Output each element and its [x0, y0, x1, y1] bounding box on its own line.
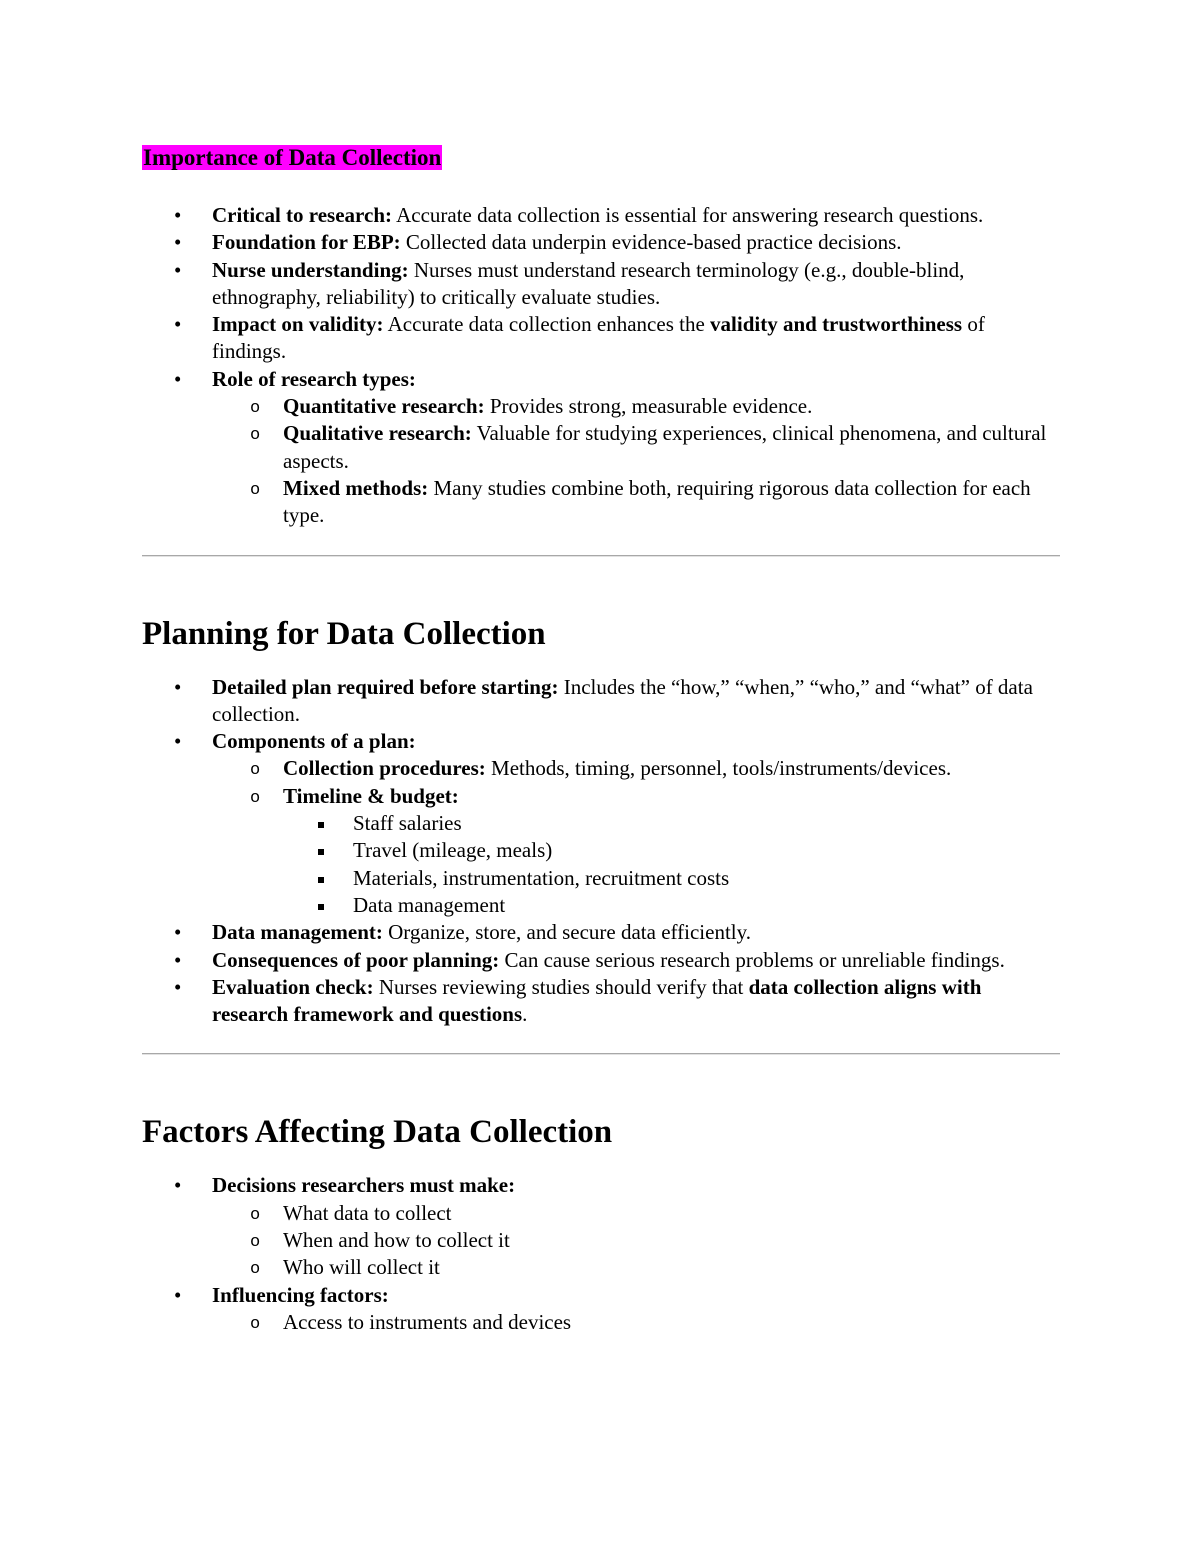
sublist-item: o What data to collect — [283, 1200, 1060, 1227]
list-item: • Evaluation check: Nurses reviewing studies should verify that data collection aligns with research framework and questions. — [212, 974, 1060, 1029]
research-types-sublist — [212, 393, 1060, 529]
list-item: • Consequences of poor planning: Can cause serious research problems or unreliable findings. — [212, 947, 1060, 974]
list-item: • Influencing factors: o Access to instruments and devices — [212, 1282, 1060, 1337]
decisions-sublist — [212, 1200, 1060, 1282]
influencing-factors-sublist — [212, 1309, 1060, 1336]
sublist-item: o Collection procedures: Methods, timing, personnel, tools/instruments/devices. — [283, 755, 1060, 782]
budget-item: Data management — [353, 892, 1060, 919]
section-heading-factors: Factors Affecting Data Collection — [142, 1114, 613, 1151]
list-item: • Impact on validity: Accurate data collection enhances the validity and trustworthiness of findings. — [212, 311, 1060, 366]
section-heading-importance: Importance of Data Collection — [143, 145, 442, 170]
sublist-item: o Mixed methods: Many studies combine both, requiring rigorous data collection for each type. — [283, 475, 1060, 530]
sublist-item: o Timeline & budget: Staff salaries Travel (mileage, meals) Materials, instrumentation, recruitment costs Data management — [283, 783, 1060, 919]
budget-sublist — [283, 810, 1060, 919]
budget-item: Materials, instrumentation, recruitment costs — [353, 865, 1060, 892]
list-item: • Data management: Organize, store, and secure data efficiently. — [212, 919, 1060, 946]
list-item: • Role of research types: o Quantitative research: Provides strong, measurable evidence. o Qualitative research: Valuable for studying experiences, clinical phenomena, and cultural aspects. o Mixed methods: Many studies combine both, requiring rigorous data collection for each type. — [212, 366, 1060, 530]
list-item: • Components of a plan: o Collection procedures: Methods, timing, personnel, tools/instruments/devices. o Timeline & budget: Staff salaries Travel (mileage, meals) Materials, instrumentation, recruitment costs Data management — [212, 728, 1060, 919]
section-heading-planning: Planning for Data Collection — [142, 615, 546, 652]
importance-list — [142, 202, 1060, 530]
sublist-item: o Access to instruments and devices — [283, 1309, 1060, 1336]
sublist-item: o Who will collect it — [283, 1254, 1060, 1281]
list-item: • Detailed plan required before starting: Includes the “how,” “when,” “who,” and “what” of data collection. — [212, 674, 1060, 729]
document-body — [142, 142, 1060, 1336]
list-item: • Foundation for EBP: Collected data underpin evidence-based practice decisions. — [212, 229, 1060, 256]
sublist-item: o When and how to collect it — [283, 1227, 1060, 1254]
factors-list — [142, 1172, 1060, 1336]
sublist-item: o Quantitative research: Provides strong, measurable evidence. — [283, 393, 1060, 420]
list-item: • Critical to research: Accurate data collection is essential for answering research questions. — [212, 202, 1060, 229]
list-item: • Decisions researchers must make: o What data to collect o When and how to collect it o Who will collect it — [212, 1172, 1060, 1281]
sublist-item: o Qualitative research: Valuable for studying experiences, clinical phenomena, and cultural aspects. — [283, 420, 1060, 475]
planning-list — [142, 674, 1060, 1029]
budget-item: Staff salaries — [353, 810, 1060, 837]
plan-components-sublist — [212, 755, 1060, 919]
list-item: • Nurse understanding: Nurses must understand research terminology (e.g., double-blind, ethnography, reliability) to critically evaluate studies. — [212, 257, 1060, 312]
budget-item: Travel (mileage, meals) — [353, 837, 1060, 864]
